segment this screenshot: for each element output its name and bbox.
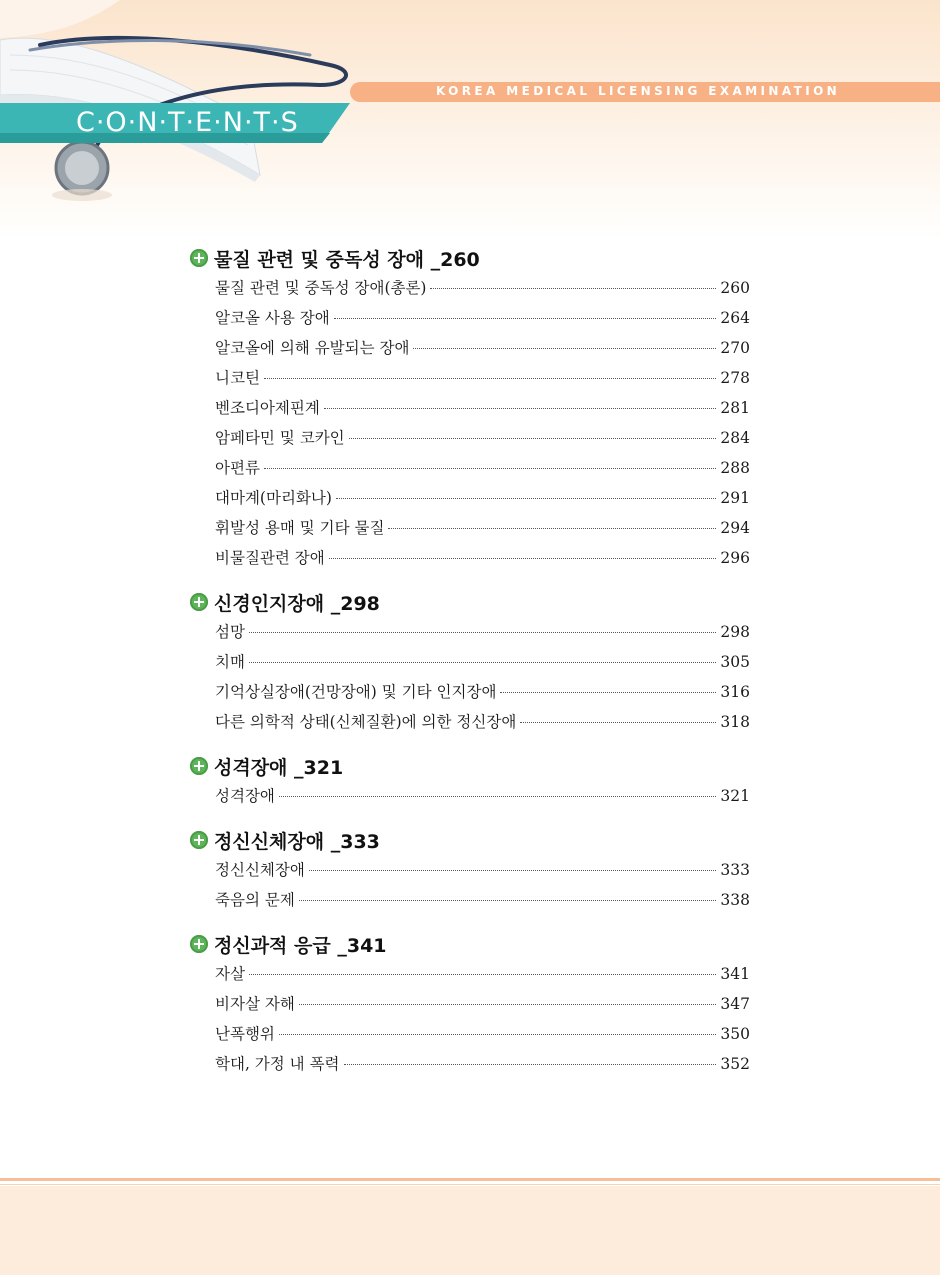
entry-page-number: 316 <box>720 683 750 701</box>
entry-title: 정신신체장애 <box>215 861 305 879</box>
toc-entry[interactable] <box>190 710 750 740</box>
section-heading[interactable] <box>190 822 750 858</box>
entry-page-number: 264 <box>720 309 750 327</box>
entry-title: 치매 <box>215 653 245 671</box>
entry-title: 아편류 <box>215 459 260 477</box>
section-title: 성격장애 _321 <box>214 756 344 779</box>
section-title: 정신과적 응급 _341 <box>214 934 387 957</box>
entry-title: 섬망 <box>215 623 245 641</box>
dot-leader <box>500 692 716 693</box>
entry-page-number: 305 <box>720 653 750 671</box>
entry-page-number: 333 <box>720 861 750 879</box>
dot-leader <box>279 1034 717 1035</box>
dot-leader <box>388 528 716 529</box>
toc-entry[interactable] <box>190 680 750 710</box>
dot-leader <box>324 408 717 409</box>
entry-title: 벤조디아제핀계 <box>215 399 320 417</box>
entry-page-number: 278 <box>720 369 750 387</box>
entry-page-number: 294 <box>720 519 750 537</box>
toc-section <box>190 926 750 1082</box>
plus-circle-icon <box>190 593 208 611</box>
entry-title: 성격장애 <box>215 787 275 805</box>
entry-page-number: 341 <box>720 965 750 983</box>
toc-entry[interactable] <box>190 1022 750 1052</box>
dot-leader <box>264 378 716 379</box>
section-heading[interactable] <box>190 240 750 276</box>
entry-title: 대마계(마리화나) <box>215 489 332 507</box>
entry-page-number: 321 <box>720 787 750 805</box>
dot-leader <box>299 1004 717 1005</box>
section-heading[interactable] <box>190 926 750 962</box>
entry-page-number: 291 <box>720 489 750 507</box>
dot-leader <box>299 900 717 901</box>
toc-entry[interactable] <box>190 396 750 426</box>
entry-title: 비물질관련 장애 <box>215 549 325 567</box>
dot-leader <box>249 662 716 663</box>
section-title: 정신신체장애 _333 <box>214 830 380 853</box>
toc-section <box>190 748 750 814</box>
dot-leader <box>334 318 717 319</box>
entry-page-number: 288 <box>720 459 750 477</box>
table-of-contents <box>190 240 750 1082</box>
series-label: KOREA MEDICAL LICENSING EXAMINATION <box>436 84 841 98</box>
entry-page-number: 338 <box>720 891 750 909</box>
dot-leader <box>520 722 716 723</box>
toc-section <box>190 240 750 576</box>
entry-title: 다른 의학적 상태(신체질환)에 의한 정신장애 <box>215 713 517 731</box>
toc-entry[interactable] <box>190 486 750 516</box>
dot-leader <box>329 558 717 559</box>
toc-entry[interactable] <box>190 546 750 576</box>
entry-page-number: 270 <box>720 339 750 357</box>
plus-circle-icon <box>190 935 208 953</box>
dot-leader <box>413 348 716 349</box>
entry-title: 학대, 가정 내 폭력 <box>215 1055 340 1073</box>
toc-entry[interactable] <box>190 366 750 396</box>
entry-title: 비자살 자해 <box>215 995 295 1013</box>
toc-entry[interactable] <box>190 992 750 1022</box>
entry-title: 알코올에 의해 유발되는 장애 <box>215 339 410 357</box>
section-title: 신경인지장애 _298 <box>214 592 380 615</box>
entry-page-number: 350 <box>720 1025 750 1043</box>
entry-title: 기억상실장애(건망장애) 및 기타 인지장애 <box>215 683 497 701</box>
plus-circle-icon <box>190 757 208 775</box>
entry-page-number: 260 <box>720 279 750 297</box>
dot-leader <box>336 498 717 499</box>
entry-title: 자살 <box>215 965 245 983</box>
dot-leader <box>279 796 717 797</box>
entry-title: 휘발성 용매 및 기타 물질 <box>215 519 385 537</box>
entry-title: 니코틴 <box>215 369 260 387</box>
toc-entry[interactable] <box>190 858 750 888</box>
toc-entry[interactable] <box>190 650 750 680</box>
toc-entry[interactable] <box>190 426 750 456</box>
toc-entry[interactable] <box>190 306 750 336</box>
toc-entry[interactable] <box>190 276 750 306</box>
plus-circle-icon <box>190 831 208 849</box>
entry-page-number: 347 <box>720 995 750 1013</box>
dot-leader <box>249 632 716 633</box>
toc-entry[interactable] <box>190 336 750 366</box>
entry-page-number: 352 <box>720 1055 750 1073</box>
toc-entry[interactable] <box>190 456 750 486</box>
dot-leader <box>264 468 716 469</box>
dot-leader <box>344 1064 717 1065</box>
dot-leader <box>249 974 716 975</box>
entry-title: 죽음의 문제 <box>215 891 295 909</box>
toc-section <box>190 822 750 918</box>
entry-page-number: 284 <box>720 429 750 447</box>
section-title: 물질 관련 및 중독성 장애 _260 <box>214 248 480 271</box>
footer-background <box>0 1186 940 1275</box>
contents-heading: C·O·N·T·E·N·T·S <box>76 107 299 138</box>
dot-leader <box>349 438 717 439</box>
entry-title: 알코올 사용 장애 <box>215 309 330 327</box>
toc-entry[interactable] <box>190 888 750 918</box>
entry-title: 암페타민 및 코카인 <box>215 429 345 447</box>
entry-page-number: 296 <box>720 549 750 567</box>
entry-page-number: 298 <box>720 623 750 641</box>
dot-leader <box>309 870 717 871</box>
toc-entry[interactable] <box>190 1052 750 1082</box>
section-heading[interactable] <box>190 584 750 620</box>
toc-entry[interactable] <box>190 962 750 992</box>
footer-rule-thin <box>0 1184 940 1185</box>
entry-title: 난폭행위 <box>215 1025 275 1043</box>
entry-title: 물질 관련 및 중독성 장애(총론) <box>215 279 427 297</box>
section-heading[interactable] <box>190 748 750 784</box>
entry-page-number: 281 <box>720 399 750 417</box>
footer-rule <box>0 1178 940 1181</box>
toc-entry[interactable] <box>190 620 750 650</box>
toc-entry[interactable] <box>190 516 750 546</box>
plus-circle-icon <box>190 249 208 267</box>
entry-page-number: 318 <box>720 713 750 731</box>
dot-leader <box>430 288 716 289</box>
toc-entry[interactable] <box>190 784 750 814</box>
toc-section <box>190 584 750 740</box>
